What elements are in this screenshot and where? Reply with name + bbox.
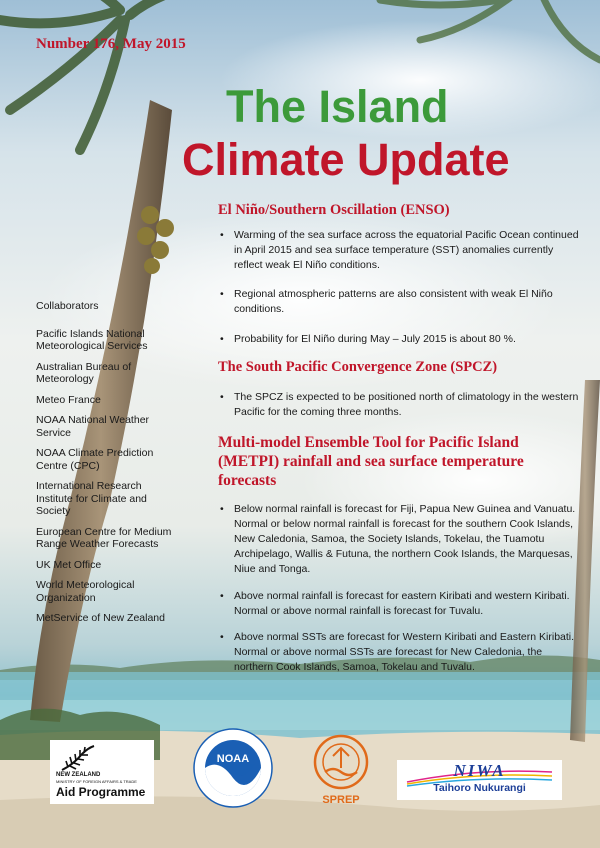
list-item: Meteo France — [36, 393, 101, 406]
list-item: • The SPCZ is expected to be positioned north of climatology in the western Pacific for the coming three months. — [234, 390, 584, 420]
list-item: Australian Bureau of Meteorology — [36, 360, 132, 385]
metpi-bullets-2 — [218, 589, 584, 619]
niwa-tagline: Taihoro Nukurangi — [433, 782, 526, 794]
list-item: • Regional atmospheric patterns are also consistent with weak El Niño conditions. — [234, 287, 584, 317]
list-item: MetService of New Zealand — [36, 612, 165, 624]
heading-enso: El Niño/Southern Oscillation (ENSO) — [218, 202, 450, 218]
fern-icon — [60, 744, 96, 772]
sprep-logo — [311, 732, 371, 810]
list-item: World Meteorological Organization — [36, 579, 135, 604]
title-line-1: The Island — [226, 81, 449, 132]
sprep-text: SPREP — [322, 794, 360, 806]
metpi-bullets — [218, 502, 584, 577]
list-item: • Warming of the sea surface across the equatorial Pacific Ocean continued in April 2015 and sea surface temperature (SST) anomalies currently reflect weak El Niño conditions. — [234, 228, 584, 273]
nz-aid-programme-logo — [50, 740, 154, 804]
list-item: UK Met Office — [36, 558, 102, 571]
collaborators-list — [36, 300, 176, 633]
sprep-emblem-icon — [311, 732, 371, 794]
list-item: International Research Institute for Climate and Society — [36, 480, 147, 517]
nzaid-line-2: MINISTRY OF FOREIGN AFFAIRS & TRADE — [56, 779, 137, 784]
list-item: • Below normal rainfall is forecast for Fiji, Papua New Guinea and Vanuatu. Normal or below normal rainfall is forecast for the southern Cook Islands, New Caledonia, Samoa, the Society Islands, Tokelau, the Tuamotu Archipelago, Wallis & Futuna, the northern Cook Islands, the Marquesas, Niue and Tonga. — [234, 502, 584, 577]
metpi-bullets-3 — [218, 630, 584, 675]
list-item: NOAA National Weather Service — [36, 414, 150, 439]
heading-spcz: The South Pacific Convergence Zone (SPCZ) — [218, 359, 498, 375]
list-item: • Probability for El Niño during May – July 2015 is about 80 %. — [234, 332, 584, 347]
list-item: Pacific Islands National Meteorological Services — [36, 327, 148, 352]
nzaid-line-3: Aid Programme — [56, 785, 146, 799]
nzaid-line-1: NEW ZEALAND — [56, 772, 101, 778]
list-item: • Above normal rainfall is forecast for eastern Kiribati and western Kiribati. Normal or above normal rainfall is forecast for Tuvalu. — [234, 589, 584, 619]
noaa-logo — [193, 728, 273, 808]
spcz-bullets — [218, 390, 584, 420]
collaborators-heading: Collaborators — [36, 300, 99, 312]
issue-number: Number 176, May 2015 — [36, 36, 186, 52]
list-item: NOAA Climate Prediction Centre (CPC) — [36, 447, 154, 472]
heading-metpi: Multi-model Ensemble Tool for Pacific Island (METPI) rainfall and sea surface temperature forecasts — [218, 434, 524, 489]
niwa-name: NIWA — [453, 761, 506, 780]
enso-bullets-2 — [218, 287, 584, 317]
list-item: European Centre for Medium Range Weather Forecasts — [36, 525, 172, 550]
enso-bullets-3 — [218, 332, 584, 347]
noaa-text: NOAA — [216, 753, 250, 765]
title-line-2: Climate Update — [182, 134, 510, 185]
niwa-logo — [397, 760, 562, 800]
list-item: • Above normal SSTs are forecast for Western Kiribati and Eastern Kiribati. Normal or above normal SSTs are forecast for New Caledonia, the northern Cook Islands, Samoa, Tokelau and Tuvalu. — [234, 630, 584, 675]
enso-bullets — [218, 228, 584, 273]
